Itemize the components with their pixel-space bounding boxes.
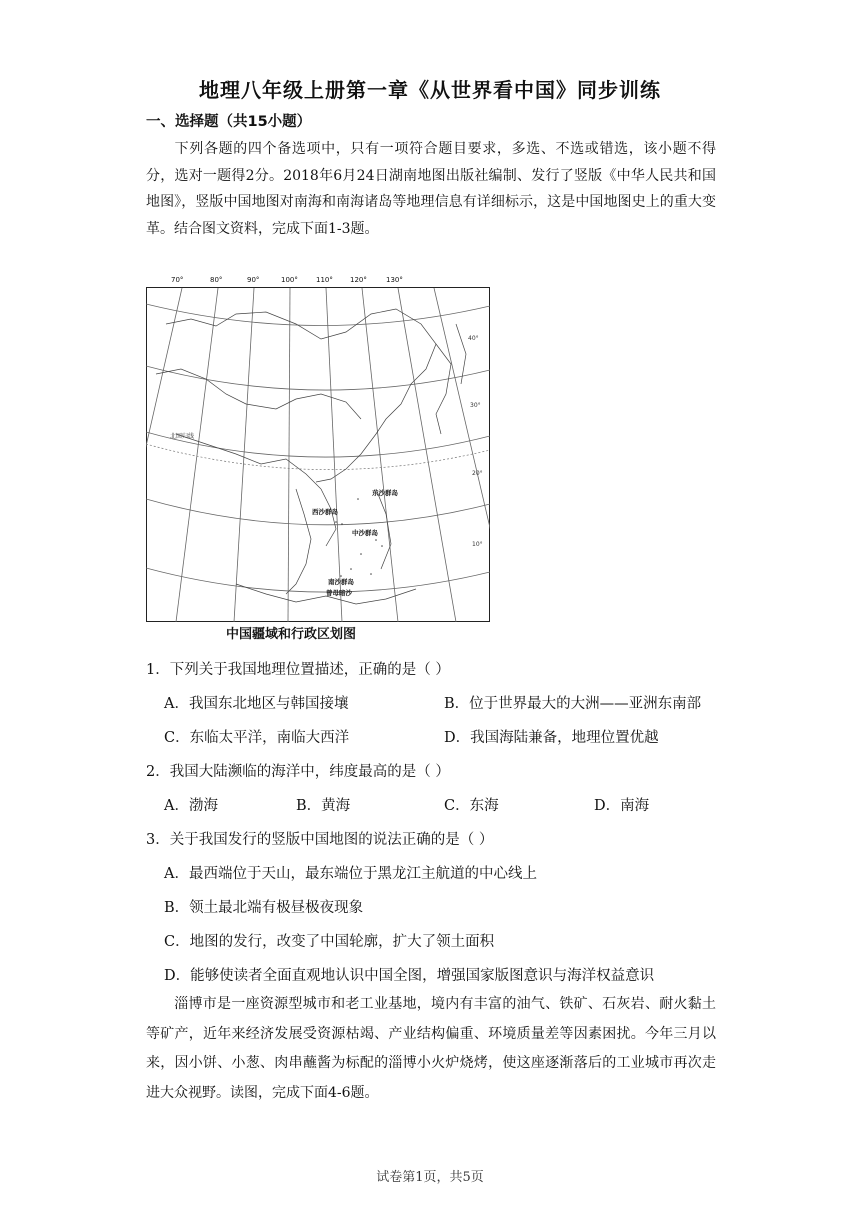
- map-caption: 中国疆域和行政区划图: [225, 627, 356, 642]
- question-1-option-c: C．东临太平洋，南临大西洋: [164, 730, 350, 746]
- lat-label-30: 30°: [470, 402, 481, 409]
- tropic-label: 北回归线: [170, 433, 195, 440]
- lat-label-10: 10°: [472, 541, 483, 548]
- lat-label-40: 40°: [468, 335, 479, 342]
- island-dongsha: 东沙群岛: [372, 489, 398, 497]
- lon-label-70: 70°: [171, 276, 184, 284]
- lon-labels: [0, 276, 860, 286]
- page-footer: 试卷第1页，共5页: [376, 1170, 484, 1185]
- china-map: [146, 284, 490, 622]
- lat-label-20: 20°: [472, 470, 483, 477]
- question-2-option-c: C．东海: [444, 798, 499, 814]
- question-2-option-a: A．渤海: [164, 798, 218, 814]
- page-title: 地理八年级上册第一章《从世界看中国》同步训练: [199, 78, 661, 102]
- intro-paragraph-2: 淄博市是一座资源型城市和老工业基地，境内有丰富的油气、铁矿、石灰岩、耐火黏土等矿产，近年来经济发展受资源枯竭、产业结构偏重、环境质量差等因素困扰。今年三月以来，因小饼、小葱、肉串蘸酱为标配的淄博小火炉烧烤，使这座逐渐落后的工业城市再次走进大众视野。读图，完成下面4-6题。: [146, 996, 716, 1101]
- section-heading: 一、选择题（共15小题）: [146, 114, 312, 130]
- question-3-stem: 3．关于我国发行的竖版中国地图的说法正确的是（ ）: [146, 832, 494, 848]
- question-3-option-a: A．最西端位于天山，最东端位于黑龙江主航道的中心线上: [164, 866, 537, 882]
- island-zengmu: 曾母暗沙: [326, 589, 352, 597]
- lon-label-90: 90°: [247, 276, 260, 284]
- intro-paragraph-1: 下列各题的四个备选项中，只有一项符合题目要求，多选、不选或错选，该小题不得分，选对一题得2分。2018年6月24日湖南地图出版社编制、发行了竖版《中华人民共和国地图》，竖版中国地图对南海和南海诸岛等地理信息有详细标示，这是中国地图史上的重大变革。结合图文资料，完成下面1-3题。: [146, 141, 716, 237]
- lon-label-120: 120°: [350, 276, 367, 284]
- island-nansha: 南沙群岛: [328, 578, 354, 586]
- question-2-stem: 2．我国大陆濒临的海洋中，纬度最高的是（ ）: [146, 764, 450, 780]
- question-1-stem: 1．下列关于我国地理位置描述，正确的是（ ）: [146, 662, 450, 678]
- question-3-option-d: D．能够使读者全面直观地认识中国全图，增强国家版图意识与海洋权益意识: [164, 968, 655, 984]
- question-2-option-b: B．黄海: [296, 798, 351, 814]
- island-zhongsha: 中沙群岛: [352, 529, 378, 537]
- lon-label-130: 130°: [386, 276, 403, 284]
- lon-label-80: 80°: [210, 276, 223, 284]
- question-1-option-b: B．位于世界最大的大洲——亚洲东南部: [444, 696, 702, 712]
- lon-label-110: 110°: [316, 276, 333, 284]
- island-xisha: 西沙群岛: [312, 508, 338, 516]
- question-2-option-d: D．南海: [594, 798, 650, 814]
- question-1-option-a: A．我国东北地区与韩国接壤: [164, 696, 349, 712]
- question-1-option-d: D．我国海陆兼备，地理位置优越: [444, 730, 659, 746]
- question-3-option-b: B．领土最北端有极昼极夜现象: [164, 900, 364, 916]
- question-3-option-c: C．地图的发行，改变了中国轮廓，扩大了领土面积: [164, 934, 495, 950]
- lon-label-100: 100°: [281, 276, 298, 284]
